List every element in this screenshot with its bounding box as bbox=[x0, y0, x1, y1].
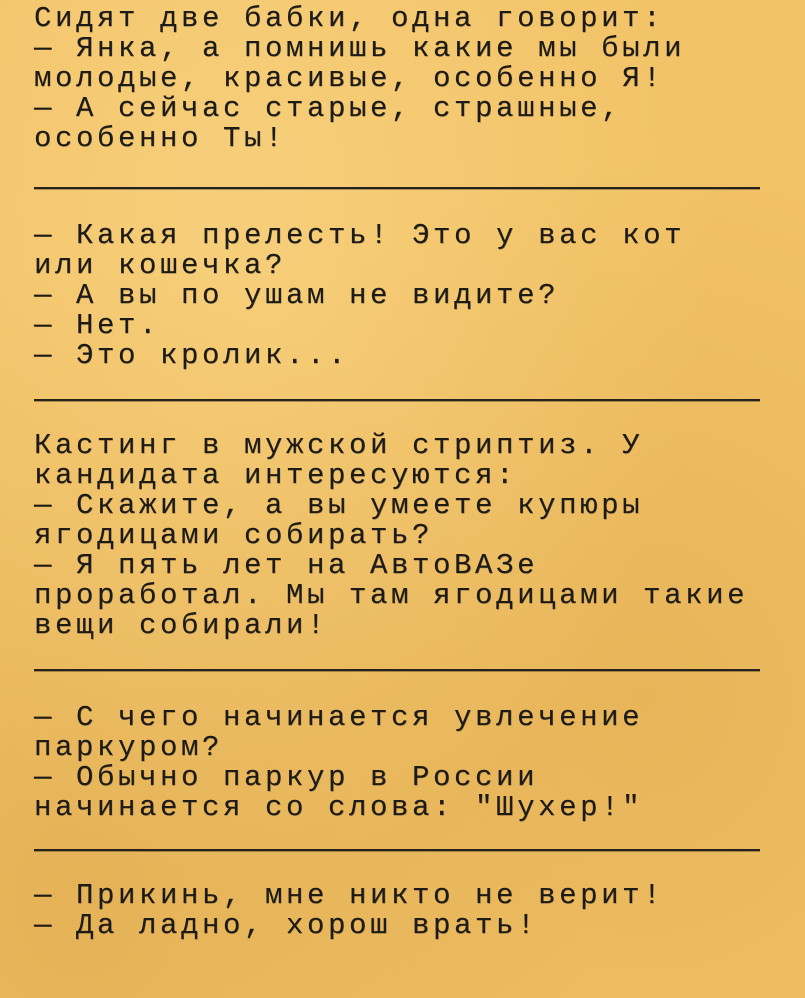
divider-2 bbox=[34, 399, 760, 401]
joke-1 bbox=[34, 4, 794, 154]
joke-1-line-1: Сидят две бабки, одна говорит: bbox=[34, 2, 665, 35]
joke-1-line-2: — Янка, а помнишь какие мы были bbox=[34, 32, 686, 65]
joke-sheet bbox=[34, 4, 794, 941]
joke-5 bbox=[34, 881, 794, 941]
joke-4-line-1: — С чего начинается увлечение bbox=[34, 701, 644, 734]
joke-3-line-5: — Я пять лет на АвтоВАЗе bbox=[34, 549, 539, 582]
joke-3-line-2: кандидата интересуются: bbox=[34, 459, 518, 492]
joke-3-line-1: Кастинг в мужской стриптиз. У bbox=[34, 429, 644, 462]
joke-3-line-7: вещи собирали! bbox=[34, 609, 329, 642]
divider-4 bbox=[34, 849, 760, 851]
joke-2-line-2: или кошечка? bbox=[34, 249, 287, 282]
joke-2 bbox=[34, 221, 794, 371]
joke-4-line-2: паркуром? bbox=[34, 731, 224, 764]
joke-1-line-5: особенно Ты! bbox=[34, 122, 287, 155]
joke-4 bbox=[34, 703, 794, 823]
joke-1-line-3: молодые, красивые, особенно Я! bbox=[34, 62, 665, 95]
joke-3 bbox=[34, 431, 794, 641]
joke-3-line-6: проработал. Мы там ягодицами такие bbox=[34, 579, 749, 612]
joke-5-line-2: — Да ладно, хорош врать! bbox=[34, 909, 539, 942]
joke-4-line-3: — Обычно паркур в России bbox=[34, 761, 539, 794]
joke-3-line-4: ягодицами собирать? bbox=[34, 519, 434, 552]
joke-2-line-1: — Какая прелесть! Это у вас кот bbox=[34, 219, 686, 252]
joke-3-line-3: — Скажите, а вы умеете купюры bbox=[34, 489, 644, 522]
joke-2-line-4: — Нет. bbox=[34, 309, 161, 342]
joke-4-line-4: начинается со слова: "Шухер!" bbox=[34, 791, 644, 824]
divider-1 bbox=[34, 187, 760, 189]
divider-3 bbox=[34, 669, 760, 671]
joke-1-line-4: — А сейчас старые, страшные, bbox=[34, 92, 623, 125]
joke-5-line-1: — Прикинь, мне никто не верит! bbox=[34, 879, 665, 912]
joke-2-line-5: — Это кролик... bbox=[34, 339, 350, 372]
joke-2-line-3: — А вы по ушам не видите? bbox=[34, 279, 560, 312]
